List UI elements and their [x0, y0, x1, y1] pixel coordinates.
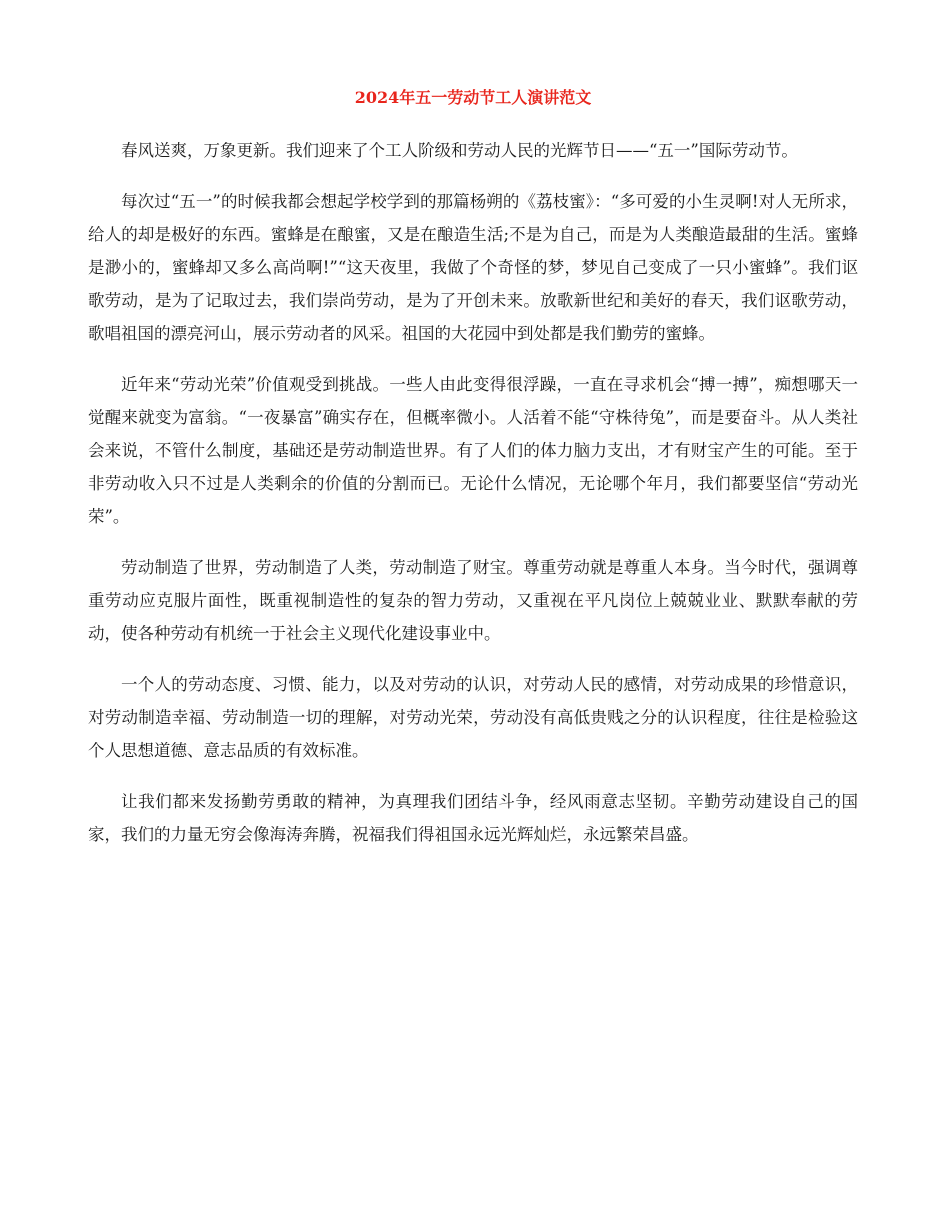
paragraph-labor-attitude: 一个人的劳动态度、习惯、能力，以及对劳动的认识，对劳动人民的感情，对劳动成果的珍惜意识，对劳动制造幸福、劳动制造一切的理解，对劳动光荣，劳动没有高低贵贱之分的认识程度，往往是检验这个人思想道德、意志品质的有效标准。 [88, 675, 858, 760]
document-title: 2024年五一劳动节工人演讲范文 [354, 88, 592, 107]
paragraph-intro: 春风送爽，万象更新。我们迎来了个工人阶级和劳动人民的光辉节日——“五一”国际劳动节。 [121, 141, 798, 160]
paragraph-labor-glory: 近年来“劳动光荣”价值观受到挑战。一些人由此变得很浮躁，一直在寻求机会“搏一搏”，痴想哪天一觉醒来就变为富翁。“一夜暴富”确实存在，但概率微小。人活着不能“守株待兔”，而是要奋斗。从人类社会来说，不管什么制度，基础还是劳动制造世界。有了人们的体力脑力支出，才有财宝产生的可能。至于非劳动收入只不过是人类剩余的价值的分割而已。无论什么情况，无论哪个年月，我们都要坚信“劳动光荣”。 [88, 375, 858, 526]
paragraph-lychee-honey: 每次过“五一”的时候我都会想起学校学到的那篇杨朔的《荔枝蜜》：“多可爱的小生灵啊!对人无所求，给人的却是极好的东西。蜜蜂是在酿蜜，又是在酿造生活;不是为自己，而是为人类酿造最甜的生活。蜜蜂是渺小的，蜜蜂却又多么高尚啊!”“这天夜里，我做了个奇怪的梦，梦见自己变成了一只小蜜蜂”。我们讴歌劳动，是为了记取过去，我们崇尚劳动，是为了开创未来。放歌新世纪和美好的春天，我们讴歌劳动，歌唱祖国的漂亮河山，展示劳动者的风采。祖国的大花园中到处都是我们勤劳的蜜蜂。 [88, 192, 858, 343]
document-page [88, 84, 858, 869]
paragraph-closing: 让我们都来发扬勤劳勇敢的精神，为真理我们团结斗争，经风雨意志坚韧。辛勤劳动建设自己的国家，我们的力量无穷会像海涛奔腾，祝福我们得祖国永远光辉灿烂，永远繁荣昌盛。 [88, 792, 858, 844]
paragraph-respect-labor: 劳动制造了世界，劳动制造了人类，劳动制造了财宝。尊重劳动就是尊重人本身。当今时代，强调尊重劳动应克服片面性，既重视制造性的复杂的智力劳动，又重视在平凡岗位上兢兢业业、默默奉献的劳动，使各种劳动有机统一于社会主义现代化建设事业中。 [88, 558, 858, 643]
